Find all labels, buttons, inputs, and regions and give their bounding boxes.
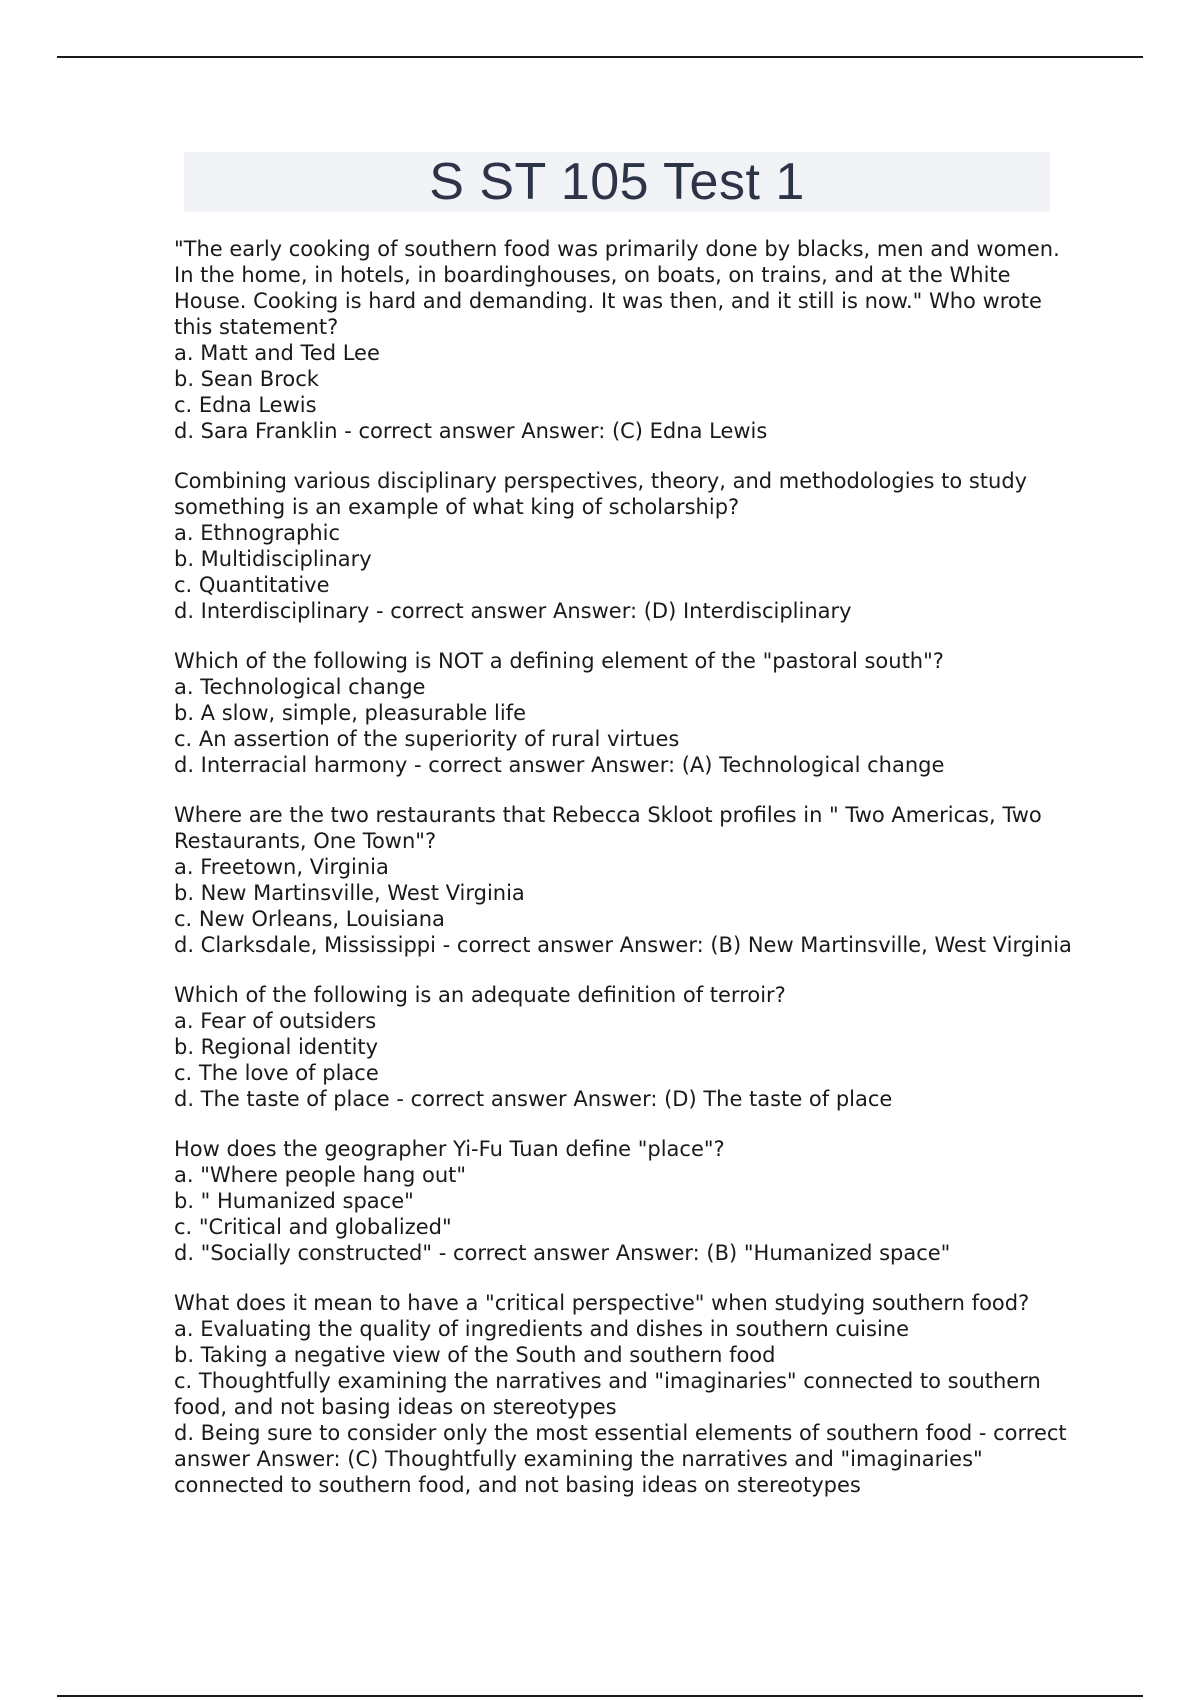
question-list	[174, 236, 1074, 1522]
top-rule	[57, 56, 1143, 58]
option-d-with-answer: d. "Socially constructed" - correct answer Answer: (B) "Humanized space"	[174, 1241, 951, 1265]
option-a: a. Ethnographic	[174, 521, 341, 545]
option-d-with-answer: d. The taste of place - correct answer Answer: (D) The taste of place	[174, 1087, 893, 1111]
option-c: c. The love of place	[174, 1061, 379, 1085]
question-7	[174, 1290, 1074, 1498]
question-1	[174, 236, 1074, 444]
option-c: c. Thoughtfully examining the narratives and "imaginaries" connected to southern food, and not basing ideas on stereotypes	[174, 1369, 1041, 1419]
page-title: S ST 105 Test 1	[429, 153, 805, 211]
option-b: b. Regional identity	[174, 1035, 379, 1059]
option-a: a. Fear of outsiders	[174, 1009, 377, 1033]
title-band	[184, 152, 1050, 212]
question-3	[174, 648, 1074, 778]
question-prompt: "The early cooking of southern food was primarily done by blacks, men and women. In the home, in hotels, in boardinghouses, on boats, on trains, and at the White House. Cooking is hard and demanding. It was then, and it still is now." Who wrote this statement?	[174, 237, 1060, 339]
question-5	[174, 982, 1074, 1112]
question-prompt: How does the geographer Yi-Fu Tuan define "place"?	[174, 1137, 725, 1161]
option-a: a. Technological change	[174, 675, 426, 699]
question-prompt: Where are the two restaurants that Rebecca Skloot profiles in " Two Americas, Two Restaurants, One Town"?	[174, 803, 1042, 853]
question-prompt: Combining various disciplinary perspectives, theory, and methodologies to study something is an example of what king of scholarship?	[174, 469, 1028, 519]
question-prompt: Which of the following is NOT a defining element of the "pastoral south"?	[174, 649, 944, 673]
question-2	[174, 468, 1074, 624]
option-c: c. Quantitative	[174, 573, 330, 597]
question-4	[174, 802, 1074, 958]
option-b: b. A slow, simple, pleasurable life	[174, 701, 526, 725]
option-d-with-answer: d. Being sure to consider only the most essential elements of southern food - correct answer Answer: (C) Thoughtfully examining the narratives and "imaginaries" connected to southern food, and not basing ideas on stereotypes	[174, 1421, 1067, 1497]
question-prompt: Which of the following is an adequate definition of terroir?	[174, 983, 786, 1007]
question-prompt: What does it mean to have a "critical perspective" when studying southern food?	[174, 1291, 1030, 1315]
option-a: a. Matt and Ted Lee	[174, 341, 380, 365]
option-b: b. Sean Brock	[174, 367, 319, 391]
option-d-with-answer: d. Clarksdale, Mississippi - correct answer Answer: (B) New Martinsville, West Virginia	[174, 933, 1072, 957]
question-6	[174, 1136, 1074, 1266]
option-c: c. New Orleans, Louisiana	[174, 907, 445, 931]
option-b: b. New Martinsville, West Virginia	[174, 881, 525, 905]
option-c: c. An assertion of the superiority of rural virtues	[174, 727, 680, 751]
option-c: c. "Critical and globalized"	[174, 1215, 452, 1239]
option-d-with-answer: d. Interracial harmony - correct answer Answer: (A) Technological change	[174, 753, 945, 777]
option-a: a. Evaluating the quality of ingredients and dishes in southern cuisine	[174, 1317, 910, 1341]
option-b: b. Multidisciplinary	[174, 547, 372, 571]
bottom-rule	[57, 1695, 1143, 1697]
option-d-with-answer: d. Sara Franklin - correct answer Answer: (C) Edna Lewis	[174, 419, 768, 443]
option-a: a. Freetown, Virginia	[174, 855, 389, 879]
option-c: c. Edna Lewis	[174, 393, 317, 417]
option-a: a. "Where people hang out"	[174, 1163, 467, 1187]
option-b: b. " Humanized space"	[174, 1189, 414, 1213]
option-b: b. Taking a negative view of the South and southern food	[174, 1343, 776, 1367]
option-d-with-answer: d. Interdisciplinary - correct answer Answer: (D) Interdisciplinary	[174, 599, 852, 623]
